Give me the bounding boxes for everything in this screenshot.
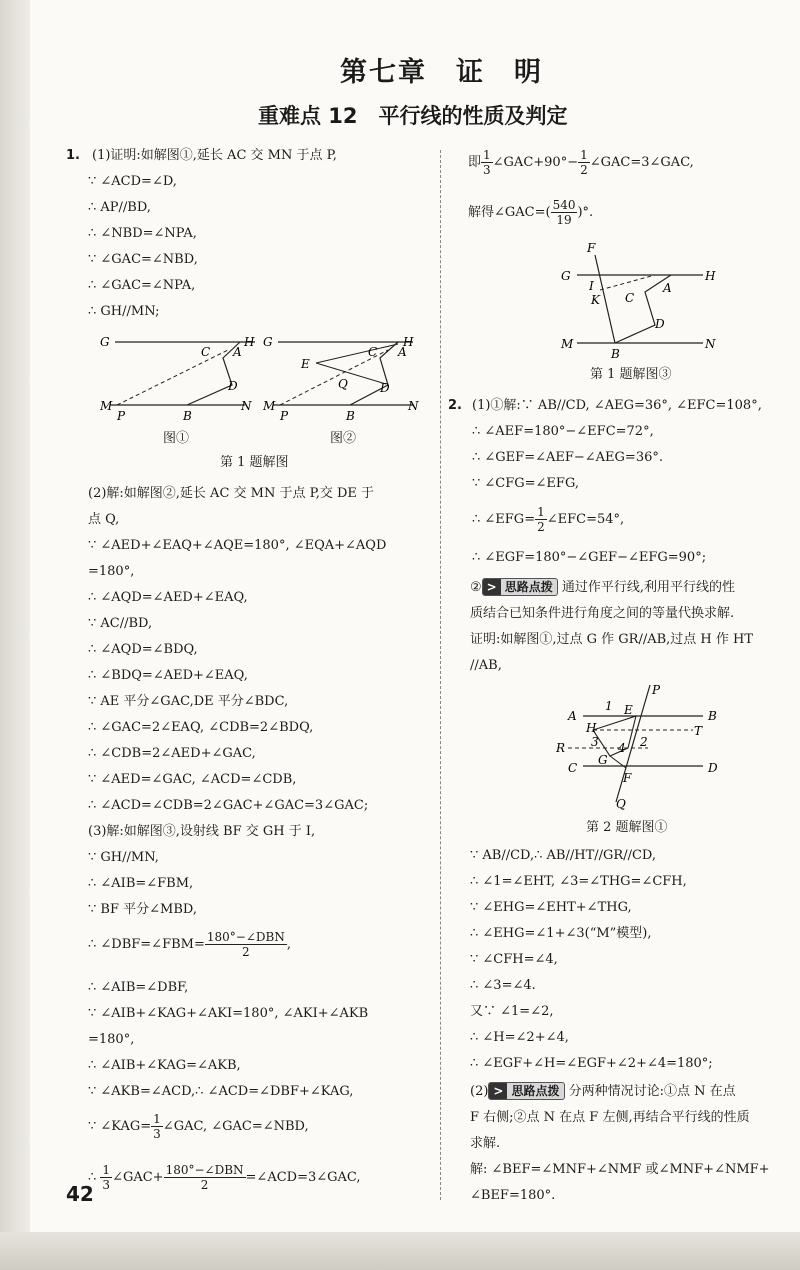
text-line: ∴ ∠AEF=180°−∠EFC=72°,	[472, 424, 654, 439]
fig-label: 3	[591, 735, 599, 749]
fig-label: F	[587, 241, 596, 255]
fraction	[100, 1163, 112, 1192]
fig-label: G	[561, 269, 571, 283]
text-line: ∴ ∠H=∠2+∠4,	[470, 1030, 569, 1045]
denominator: 2	[200, 1178, 209, 1192]
text-line: ∴ ∠GAC=∠NPA,	[88, 278, 196, 293]
formula-text: 解得∠GAC=(	[468, 205, 551, 220]
text-line: ∵ ∠AED+∠EAQ+∠AQE=180°, ∠EQA+∠AQD	[88, 538, 387, 553]
hint-line	[470, 575, 735, 601]
formula-text: ∠EFC=54°,	[546, 512, 625, 527]
fig-label: C	[568, 761, 578, 775]
figure-1-1	[95, 330, 275, 420]
text-line: ∠BEF=180°.	[470, 1188, 556, 1203]
text-line: ∴ ∠AQD=∠AED+∠EAQ,	[88, 590, 248, 605]
formula-text: ∠GAC, ∠GAC=∠NBD,	[162, 1119, 309, 1134]
fig-label: I	[589, 279, 594, 293]
text-line: ∴ ∠CDB=2∠AED+∠GAC,	[88, 746, 256, 761]
text-line: ∴ ∠AIB+∠KAG=∠AKB,	[88, 1058, 241, 1073]
fig-label: E	[301, 357, 310, 371]
denominator: 3	[153, 1127, 161, 1141]
fraction	[164, 1163, 246, 1192]
hint-line	[470, 1079, 736, 1105]
text-line: 求解.	[470, 1136, 501, 1151]
text-line: ∵ ∠ACD=∠D,	[88, 174, 177, 189]
fig-label: A	[233, 345, 242, 359]
fig-label: P	[117, 409, 126, 420]
formula-text: )°.	[577, 205, 594, 220]
formula-text: ∠GAC=3∠GAC,	[589, 155, 694, 170]
fig-label: A	[398, 345, 407, 359]
text-line: ∴ ∠EGF+∠H=∠EGF+∠2+∠4=180°;	[470, 1056, 713, 1071]
formula-final	[88, 1163, 361, 1192]
text-line: ∴ ∠AIB=∠FBM,	[88, 876, 194, 891]
text-line: ∴ AP//BD,	[88, 200, 151, 215]
question-number: 1.	[66, 148, 80, 163]
text-line: 点 Q,	[88, 512, 120, 527]
fraction	[578, 148, 590, 177]
text-line: ∵ AC//BD,	[88, 616, 153, 631]
text-line: (2)解:如解图②,延长 AC 交 MN 于点 P,交 DE 于	[88, 486, 375, 501]
text-line: ∴ ∠ACD=∠CDB=2∠GAC+∠GAC=3∠GAC;	[88, 798, 369, 813]
fig-label: E	[624, 703, 633, 717]
text-line: ∵ AE 平分∠GAC,DE 平分∠BDC,	[88, 694, 289, 709]
fig-label: B	[611, 347, 620, 361]
column-divider	[440, 150, 441, 1200]
fig-label: H	[244, 335, 255, 349]
page-number: 42	[66, 1182, 94, 1206]
fig-label: 1	[605, 699, 613, 713]
text-line: ∵ ∠EHG=∠EHT+∠THG,	[470, 900, 632, 915]
fig-label: G	[100, 335, 110, 349]
chevron-right-icon: >	[483, 579, 501, 595]
numerator: 540	[552, 198, 576, 212]
text-line: //AB,	[470, 658, 502, 673]
formula-dbf	[88, 930, 291, 959]
book-spine	[0, 0, 30, 1270]
text-line: ∵ BF 平分∠MBD,	[88, 902, 197, 917]
hint-text: 分两种情况讨论:①点 N 在点	[568, 1084, 736, 1099]
text-line: (1)证明:如解图①,延长 AC 交 MN 于点 P,	[92, 148, 337, 163]
text-line: ∴ ∠EHG=∠1+∠3(“M”模型),	[470, 926, 652, 941]
fig-label: C	[368, 345, 378, 359]
fig-label: P	[652, 683, 661, 697]
text-line: ∵ ∠GAC=∠NBD,	[88, 252, 198, 267]
section-title: 重难点 12 平行线的性质及判定	[258, 104, 568, 128]
text-line: ∵ ∠AIB+∠KAG+∠AKI=180°, ∠AKI+∠AKB	[88, 1006, 369, 1021]
fig-label: 4	[618, 741, 626, 755]
numerator: 180°−∠DBN	[206, 930, 285, 944]
text-line: F 右侧;②点 N 在点 F 左侧,再结合平行线的性质	[470, 1110, 750, 1125]
fig-label: N	[705, 337, 716, 351]
text-line: ∴ ∠AQD=∠BDQ,	[88, 642, 198, 657]
formula-text: ∴ ∠EFG=	[472, 512, 536, 527]
fig-label: Q	[616, 797, 626, 810]
figure-title: 第 2 题解图①	[586, 820, 668, 835]
text-line: ∵ AB//CD,∴ AB//HT//GR//CD,	[470, 848, 656, 863]
fraction	[205, 930, 287, 959]
fig-label: A	[568, 709, 577, 723]
hint-tag	[482, 578, 558, 596]
hint-prefix: ②	[470, 580, 482, 595]
formula-kag	[88, 1112, 309, 1141]
text-line: ∴ ∠3=∠4.	[470, 978, 536, 993]
text-line: ∴ ∠BDQ=∠AED+∠EAQ,	[88, 668, 248, 683]
fig-label: P	[280, 409, 289, 420]
text-line: ∴ ∠1=∠EHT, ∠3=∠THG=∠CFH,	[470, 874, 687, 889]
text-line: ∵ ∠CFG=∠EFG,	[472, 476, 579, 491]
numerator: 1	[580, 148, 588, 162]
formula-text: ,	[286, 937, 291, 952]
fraction	[535, 505, 547, 534]
text-line: ∴ ∠AIB=∠DBF,	[88, 980, 189, 995]
fig-label: B	[183, 409, 192, 420]
hint-prefix: (2)	[470, 1084, 489, 1099]
hint-text: 通过作平行线,利用平行线的性	[561, 580, 736, 595]
numerator: 1	[153, 1112, 161, 1126]
formula-text: ∠GAC+90°−	[492, 155, 579, 170]
fig-label: G	[263, 335, 273, 349]
text-line: (3)解:如解图③,设射线 BF 交 GH 于 I,	[88, 824, 316, 839]
page-bottom-shadow	[0, 1232, 800, 1270]
fig-label: K	[591, 293, 600, 307]
fig-label: D	[708, 761, 718, 775]
denominator: 2	[580, 163, 588, 177]
tag-label: 思路点拨	[504, 580, 553, 594]
denominator: 2	[242, 945, 250, 959]
fraction	[551, 198, 578, 227]
formula-text: =∠ACD=3∠GAC,	[245, 1170, 361, 1185]
text-line: =180°,	[88, 564, 135, 579]
fig-label: H	[586, 721, 597, 735]
fig-label: C	[201, 345, 211, 359]
text-line: (1)①解:∵ AB//CD, ∠AEG=36°, ∠EFC=108°,	[472, 398, 762, 413]
text-line: ∵ GH//MN,	[88, 850, 159, 865]
figure-caption: 图①	[163, 431, 190, 446]
figure-1-3	[555, 240, 725, 365]
text-line: ∴ ∠NBD=∠NPA,	[88, 226, 197, 241]
formula-efg	[472, 505, 624, 534]
chapter-title: 第七章 证 明	[340, 57, 543, 88]
figure-caption: 图②	[330, 431, 357, 446]
fig-label: B	[346, 409, 355, 420]
numerator: 1	[483, 148, 491, 162]
formula-answer	[468, 198, 593, 227]
fraction	[481, 148, 493, 177]
formula-text: ∴	[88, 1170, 97, 1185]
denominator: 3	[102, 1178, 111, 1192]
denominator: 2	[537, 520, 545, 534]
fig-label: N	[241, 399, 252, 413]
fig-label: D	[228, 379, 238, 393]
formula-result	[468, 148, 694, 177]
text-line: 解: ∠BEF=∠MNF+∠NMF 或∠MNF+∠NMF+	[470, 1162, 770, 1177]
fig-label: A	[663, 281, 672, 295]
fraction	[151, 1112, 163, 1141]
numerator: 180°−∠DBN	[165, 1163, 244, 1177]
figure-title: 第 1 题解图	[220, 455, 289, 470]
denominator: 3	[483, 163, 491, 177]
fig-label: F	[623, 771, 632, 785]
fig-label: D	[380, 381, 390, 395]
fig-label: 2	[640, 735, 648, 749]
chevron-right-icon: >	[489, 1083, 507, 1099]
text-line: ∴ ∠GEF=∠AEF−∠AEG=36°.	[472, 450, 663, 465]
formula-text: ∵ ∠KAG=	[88, 1119, 152, 1134]
fig-label: D	[655, 317, 665, 331]
fig-label: B	[708, 709, 717, 723]
text-line: ∴ ∠EGF=180°−∠GEF−∠EFG=90°;	[472, 550, 707, 565]
question-number: 2.	[448, 398, 462, 413]
text-line: ∵ ∠CFH=∠4,	[470, 952, 558, 967]
formula-text: ∠GAC+	[112, 1170, 164, 1185]
fig-label: M	[100, 399, 113, 413]
formula-text: ∴ ∠DBF=∠FBM=	[88, 937, 205, 952]
numerator: 1	[537, 505, 545, 519]
figure-title: 第 1 题解图③	[590, 367, 672, 382]
fig-label: R	[556, 741, 566, 755]
figure-2-1	[548, 680, 738, 810]
fig-label: Q	[338, 377, 348, 391]
text-line: 证明:如解图①,过点 G 作 GR//AB,过点 H 作 HT	[470, 632, 754, 647]
fig-label: N	[408, 399, 419, 413]
formula-text: 即	[468, 155, 482, 170]
fig-label: T	[694, 724, 703, 738]
hint-tag	[488, 1082, 564, 1100]
figure-1-2	[258, 330, 428, 420]
fig-label: M	[263, 399, 276, 413]
text-line: 又∵ ∠1=∠2,	[470, 1004, 554, 1019]
text-line: 质结合已知条件进行角度之间的等量代换求解.	[470, 606, 735, 621]
denominator: 19	[556, 213, 572, 227]
fig-label: H	[403, 335, 414, 349]
fig-label: H	[705, 269, 716, 283]
text-line: ∵ ∠AKB=∠ACD,∴ ∠ACD=∠DBF+∠KAG,	[88, 1084, 354, 1099]
text-line: ∴ GH//MN;	[88, 304, 160, 319]
text-line: =180°,	[88, 1032, 135, 1047]
numerator: 1	[102, 1163, 111, 1177]
fig-label: M	[561, 337, 574, 351]
fig-label: C	[625, 291, 635, 305]
text-line: ∵ ∠AED=∠GAC, ∠ACD=∠CDB,	[88, 772, 297, 787]
text-line: ∴ ∠GAC=2∠EAQ, ∠CDB=2∠BDQ,	[88, 720, 314, 735]
fig-label: G	[598, 753, 608, 767]
tag-label: 思路点拨	[511, 1084, 560, 1098]
